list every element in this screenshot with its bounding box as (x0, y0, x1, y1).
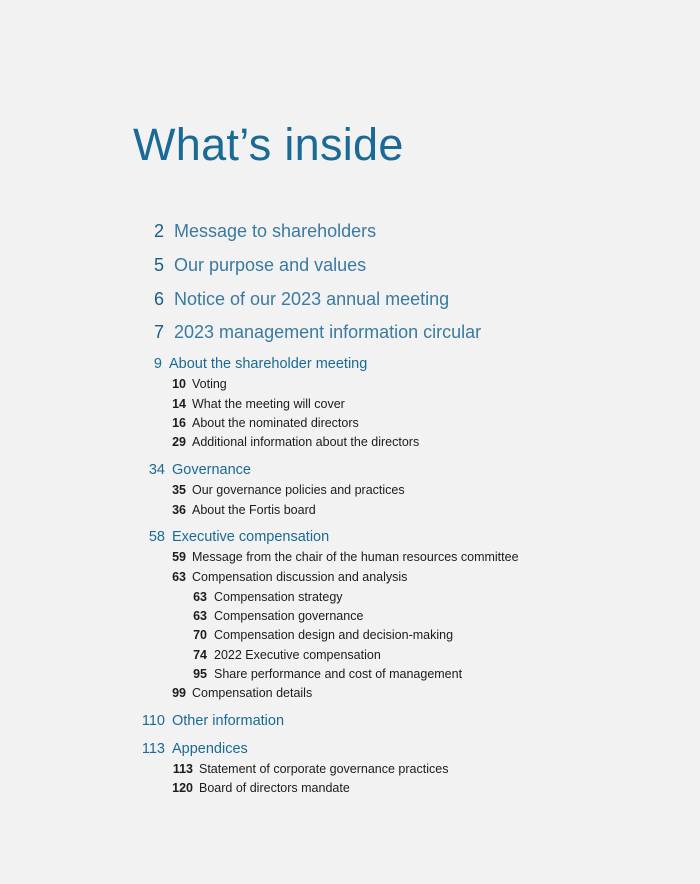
toc-label: Our governance policies and practices (192, 483, 405, 497)
toc-item[interactable] (130, 503, 316, 517)
toc-entry[interactable] (130, 221, 376, 242)
toc-label: 2022 Executive compensation (214, 648, 381, 662)
toc-page-number: 63 (193, 590, 207, 604)
toc-label: Our purpose and values (174, 255, 367, 275)
toc-label: 2023 management information circular (174, 322, 482, 342)
toc-label: Compensation governance (214, 609, 364, 623)
toc-item[interactable] (130, 686, 312, 700)
toc-page-number: 113 (141, 741, 165, 757)
toc-label: Share performance and cost of management (214, 667, 463, 681)
toc-label: Compensation details (192, 686, 313, 700)
toc-page-number: 58 (148, 529, 165, 545)
toc-entry[interactable] (130, 322, 481, 343)
toc-item[interactable] (130, 570, 407, 584)
toc-page-number: 110 (141, 713, 165, 729)
toc-section[interactable] (130, 529, 329, 545)
toc-page-number: 5 (153, 255, 164, 275)
toc-page-number: 14 (172, 397, 186, 411)
toc-label: About the nominated directors (192, 416, 359, 430)
toc-page-number: 9 (153, 356, 162, 372)
toc-item[interactable] (130, 435, 419, 449)
toc-label: Notice of our 2023 annual meeting (174, 289, 450, 309)
toc-label: Compensation discussion and analysis (192, 570, 408, 584)
toc-page-number: 36 (172, 503, 186, 517)
toc-label: Compensation strategy (214, 590, 343, 604)
toc-page-number: 7 (153, 322, 164, 342)
toc-entry[interactable] (130, 289, 449, 310)
toc-page-number: 63 (172, 570, 186, 584)
toc-section[interactable] (130, 741, 248, 757)
toc-page-number: 99 (172, 686, 186, 700)
page-title: What’s inside (133, 119, 404, 170)
toc-subitem[interactable] (130, 648, 381, 662)
toc-page-number: 59 (172, 550, 186, 564)
toc-item[interactable] (130, 781, 350, 795)
toc-label: Other information (172, 713, 285, 729)
toc-page-number: 29 (172, 435, 186, 449)
toc-label: About the shareholder meeting (169, 356, 368, 372)
toc-page-number: 63 (193, 609, 207, 623)
toc-label: Appendices (172, 741, 248, 757)
toc-label: About the Fortis board (192, 503, 316, 517)
toc-subitem[interactable] (130, 628, 453, 642)
toc-label: Voting (192, 377, 227, 391)
toc-page-number: 10 (172, 377, 186, 391)
toc-page-number: 95 (193, 667, 207, 681)
toc-label: Statement of corporate governance practices (199, 762, 449, 776)
toc-page-number: 34 (148, 462, 165, 478)
toc-page-number: 113 (172, 762, 193, 776)
toc-subitem[interactable] (130, 609, 363, 623)
toc-page-number: 35 (172, 483, 186, 497)
toc-page-number: 70 (193, 628, 207, 642)
toc-page-number: 120 (172, 781, 193, 795)
toc-item[interactable] (130, 397, 345, 411)
toc-page-number: 6 (153, 289, 164, 309)
toc-section[interactable] (130, 462, 251, 478)
toc-item[interactable] (130, 483, 405, 497)
toc-item[interactable] (130, 550, 519, 564)
toc-page-number: 16 (172, 416, 186, 430)
toc-label: Executive compensation (172, 529, 330, 545)
toc-label: Message from the chair of the human resources committee (192, 550, 519, 564)
toc-item[interactable] (130, 377, 227, 391)
toc-page-number: 74 (193, 648, 207, 662)
toc-item[interactable] (130, 416, 359, 430)
toc-section[interactable] (130, 713, 284, 729)
toc-label: Message to shareholders (174, 221, 377, 241)
toc-subitem[interactable] (130, 667, 462, 681)
toc-label: What the meeting will cover (192, 397, 345, 411)
toc-page-number: 2 (153, 221, 164, 241)
toc-label: Board of directors mandate (199, 781, 350, 795)
toc-label: Additional information about the directors (192, 435, 420, 449)
toc-subitem[interactable] (130, 590, 343, 604)
toc-label: Governance (172, 462, 251, 478)
toc-label: Compensation design and decision-making (214, 628, 454, 642)
toc-section[interactable] (127, 356, 367, 372)
toc-entry[interactable] (130, 255, 366, 276)
toc-item[interactable] (130, 762, 448, 776)
